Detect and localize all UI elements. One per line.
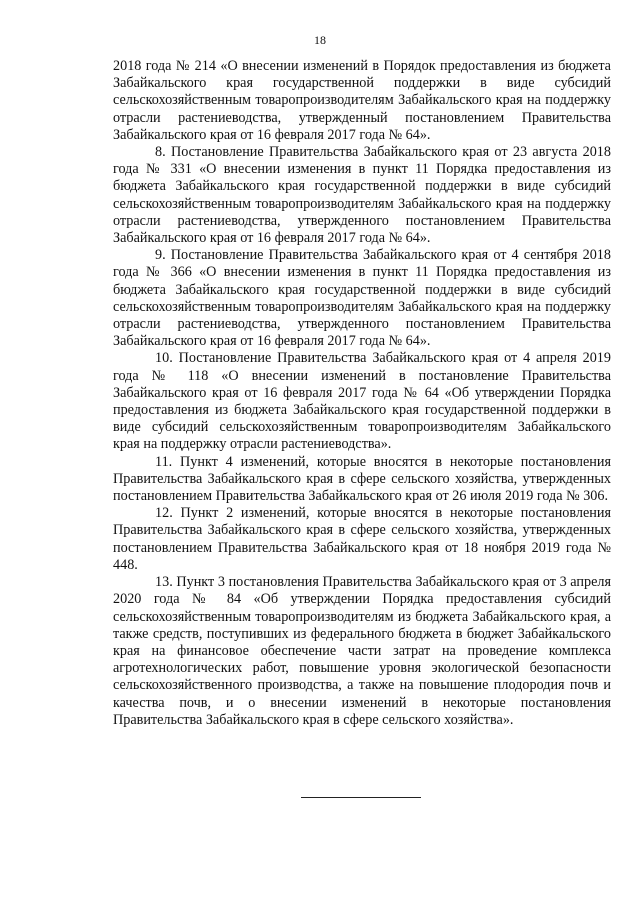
end-of-list-rule [301, 797, 421, 798]
paragraph-item-11: 11. Пункт 4 изменений, которые вносятся в некоторые постановления Правительства Забайкальского края в сфере сельского хозяйства, утвержденных постановлением Правительства Забайкальского края от 26 июля 2019 года № 306. [113, 453, 611, 505]
paragraph-item-8: 8. Постановление Правительства Забайкальского края от 23 августа 2018 года № 331 «О внесении изменения в пункт 11 Порядка предоставления из бюджета Забайкальского края государственной поддержки в виде субсидий сельскохозяйственным товаропроизводителям Забайкальского края на поддержку отрасли растениеводства, утвержденного постановлением Правительства Забайкальского края от 16 февраля 2017 года № 64». [113, 144, 611, 247]
page-number: 18 [314, 33, 326, 47]
paragraph-continuation-item-7: 2018 года № 214 «О внесении изменений в Порядок предоставления из бюджета Забайкальского края государственной поддержки в виде субсидий сельскохозяйственным товаропроизводителям Забайкальского края на поддержку отрасли растениеводства, утвержденный постановлением Правительства Забайкальского края от 16 февраля 2017 года № 64». [113, 58, 611, 143]
document-body [113, 58, 611, 729]
paragraph-item-10: 10. Постановление Правительства Забайкальского края от 4 апреля 2019 года № 118 «О внесении изменений в постановление Правительства Забайкальского края от 16 февраля 2017 года № 64 «Об утверждении Порядка предоставления из бюджета Забайкальского края государственной поддержки в виде субсидий сельскохозяйственным товаропроизводителям Забайкальского края на поддержку отрасли растениеводства». [113, 350, 611, 453]
paragraph-item-12: 12. Пункт 2 изменений, которые вносятся в некоторые постановления Правительства Забайкальского края в сфере сельского хозяйства, утвержденных постановлением Правительства Забайкальского края от 18 ноября 2019 года № 448. [113, 505, 611, 573]
paragraph-item-9: 9. Постановление Правительства Забайкальского края от 4 сентября 2018 года № 366 «О внесении изменения в пункт 11 Порядка предоставления из бюджета Забайкальского края государственной поддержки в виде субсидий сельскохозяйственным товаропроизводителям Забайкальского края на поддержку отрасли растениеводства, утвержденного постановлением Правительства Забайкальского края от 16 февраля 2017 года № 64». [113, 247, 611, 350]
paragraph-item-13: 13. Пункт 3 постановления Правительства Забайкальского края от 3 апреля 2020 года № 84 «Об утверждении Порядка предоставления субсидий сельскохозяйственным товаропроизводителям из бюджета Забайкальского края, а также средств, поступивших из федерального бюджета в бюджет Забайкальского края на финансовое обеспечение части затрат на проведение комплекса агротехнологических работ, повышение уровня экологической безопасности сельскохозяйственного производства, а также на повышение плодородия почв и качества почв, и о внесении изменений в некоторые постановления Правительства Забайкальского края в сфере сельского хозяйства». [113, 574, 611, 728]
